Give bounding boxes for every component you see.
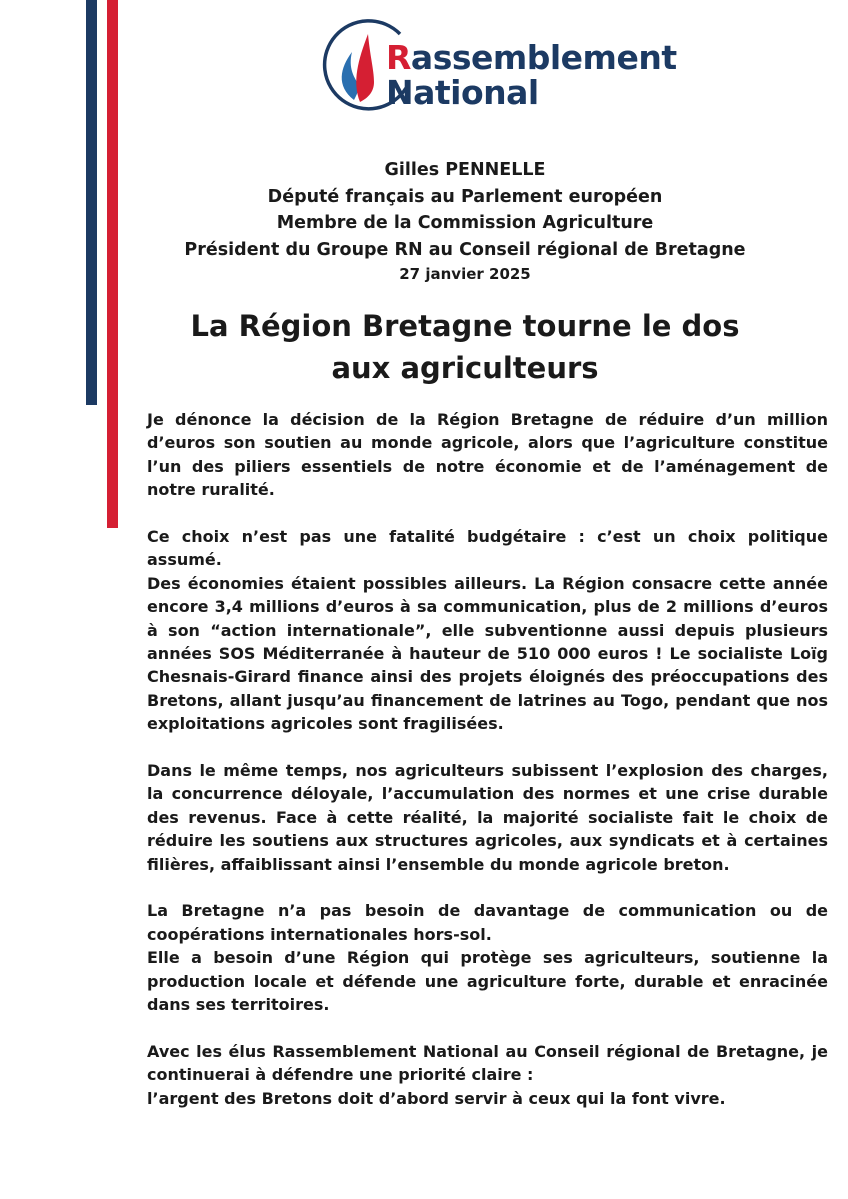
- paragraph-4: [147, 899, 828, 1016]
- logo-name-line2: National: [386, 73, 539, 112]
- author-role-2: Membre de la Commission Agriculture: [276, 213, 654, 233]
- paragraph-4-body: Elle a besoin d’une Région qui protège ses agriculteurs, soutienne la production locale et défende une agriculture forte, durable et enracinée dans ses territoires.: [147, 948, 828, 1015]
- author-role-1: Député français au Parlement européen: [267, 186, 663, 207]
- decorative-blue-stripe: [86, 0, 97, 405]
- paragraph-4-lead: La Bretagne n’a pas besoin de davantage de communication ou de coopérations internationales hors-sol.: [147, 901, 828, 944]
- paragraph-5-conclusion: l’argent des Bretons doit d’abord servir à ceux qui la font vivre.: [147, 1088, 726, 1108]
- logo-name-line1: Rassemblement: [386, 38, 677, 77]
- author-role-3: Président du Groupe RN au Conseil régional de Bretagne: [184, 239, 746, 260]
- rn-logo: [314, 12, 677, 120]
- author-name: Gilles PENNELLE: [384, 160, 546, 180]
- press-release-body: [147, 408, 828, 1134]
- publication-date: 27 janvier 2025: [399, 265, 531, 283]
- decorative-red-stripe: [107, 0, 118, 528]
- title-line-2: aux agriculteurs: [331, 351, 599, 385]
- author-header: [120, 157, 810, 285]
- paragraph-5: [147, 1040, 828, 1110]
- paragraph-1: Je dénonce la décision de la Région Bretagne de réduire d’un million d’euros son soutien au monde agricole, alors que l’agriculture constitue l’un des piliers essentiels de notre économie et de l’aménagement de notre ruralité.: [147, 410, 828, 500]
- paragraph-3: Dans le même temps, nos agriculteurs subissent l’explosion des charges, la concurrence déloyale, l’accumulation des normes et une crise durable des revenus. Face à cette réalité, la majorité socialiste fait le choix de réduire les soutiens aux structures agricoles, aux syndicats et à certaines filières, affaiblissant ainsi l’ensemble du monde agricole breton.: [147, 761, 828, 874]
- page-title: [130, 305, 800, 389]
- paragraph-2-lead: Ce choix n’est pas une fatalité budgétaire : c’est un choix politique assumé.: [147, 527, 828, 570]
- paragraph-5-lead: Avec les élus Rassemblement National au Conseil régional de Bretagne, je continuerai à défendre une priorité claire :: [147, 1041, 828, 1085]
- paragraph-2: [147, 525, 828, 736]
- title-line-1: La Région Bretagne tourne le dos: [190, 309, 740, 343]
- paragraph-2-body: Des économies étaient possibles ailleurs. La Région consacre cette année encore 3,4 millions d’euros à sa communication, plus de 2 millions d’euros à son “action internationale”, elle subventionne aussi depuis plusieurs années SOS Méditerranée à hauteur de 510 000 euros ! Le socialiste Loïg Chesnais-Girard finance ainsi des projets éloignés des préoccupations des Bretons, allant jusqu’au financement de latrines au Togo, pendant que nos exploitations agricoles sont fragilisées.: [147, 573, 828, 734]
